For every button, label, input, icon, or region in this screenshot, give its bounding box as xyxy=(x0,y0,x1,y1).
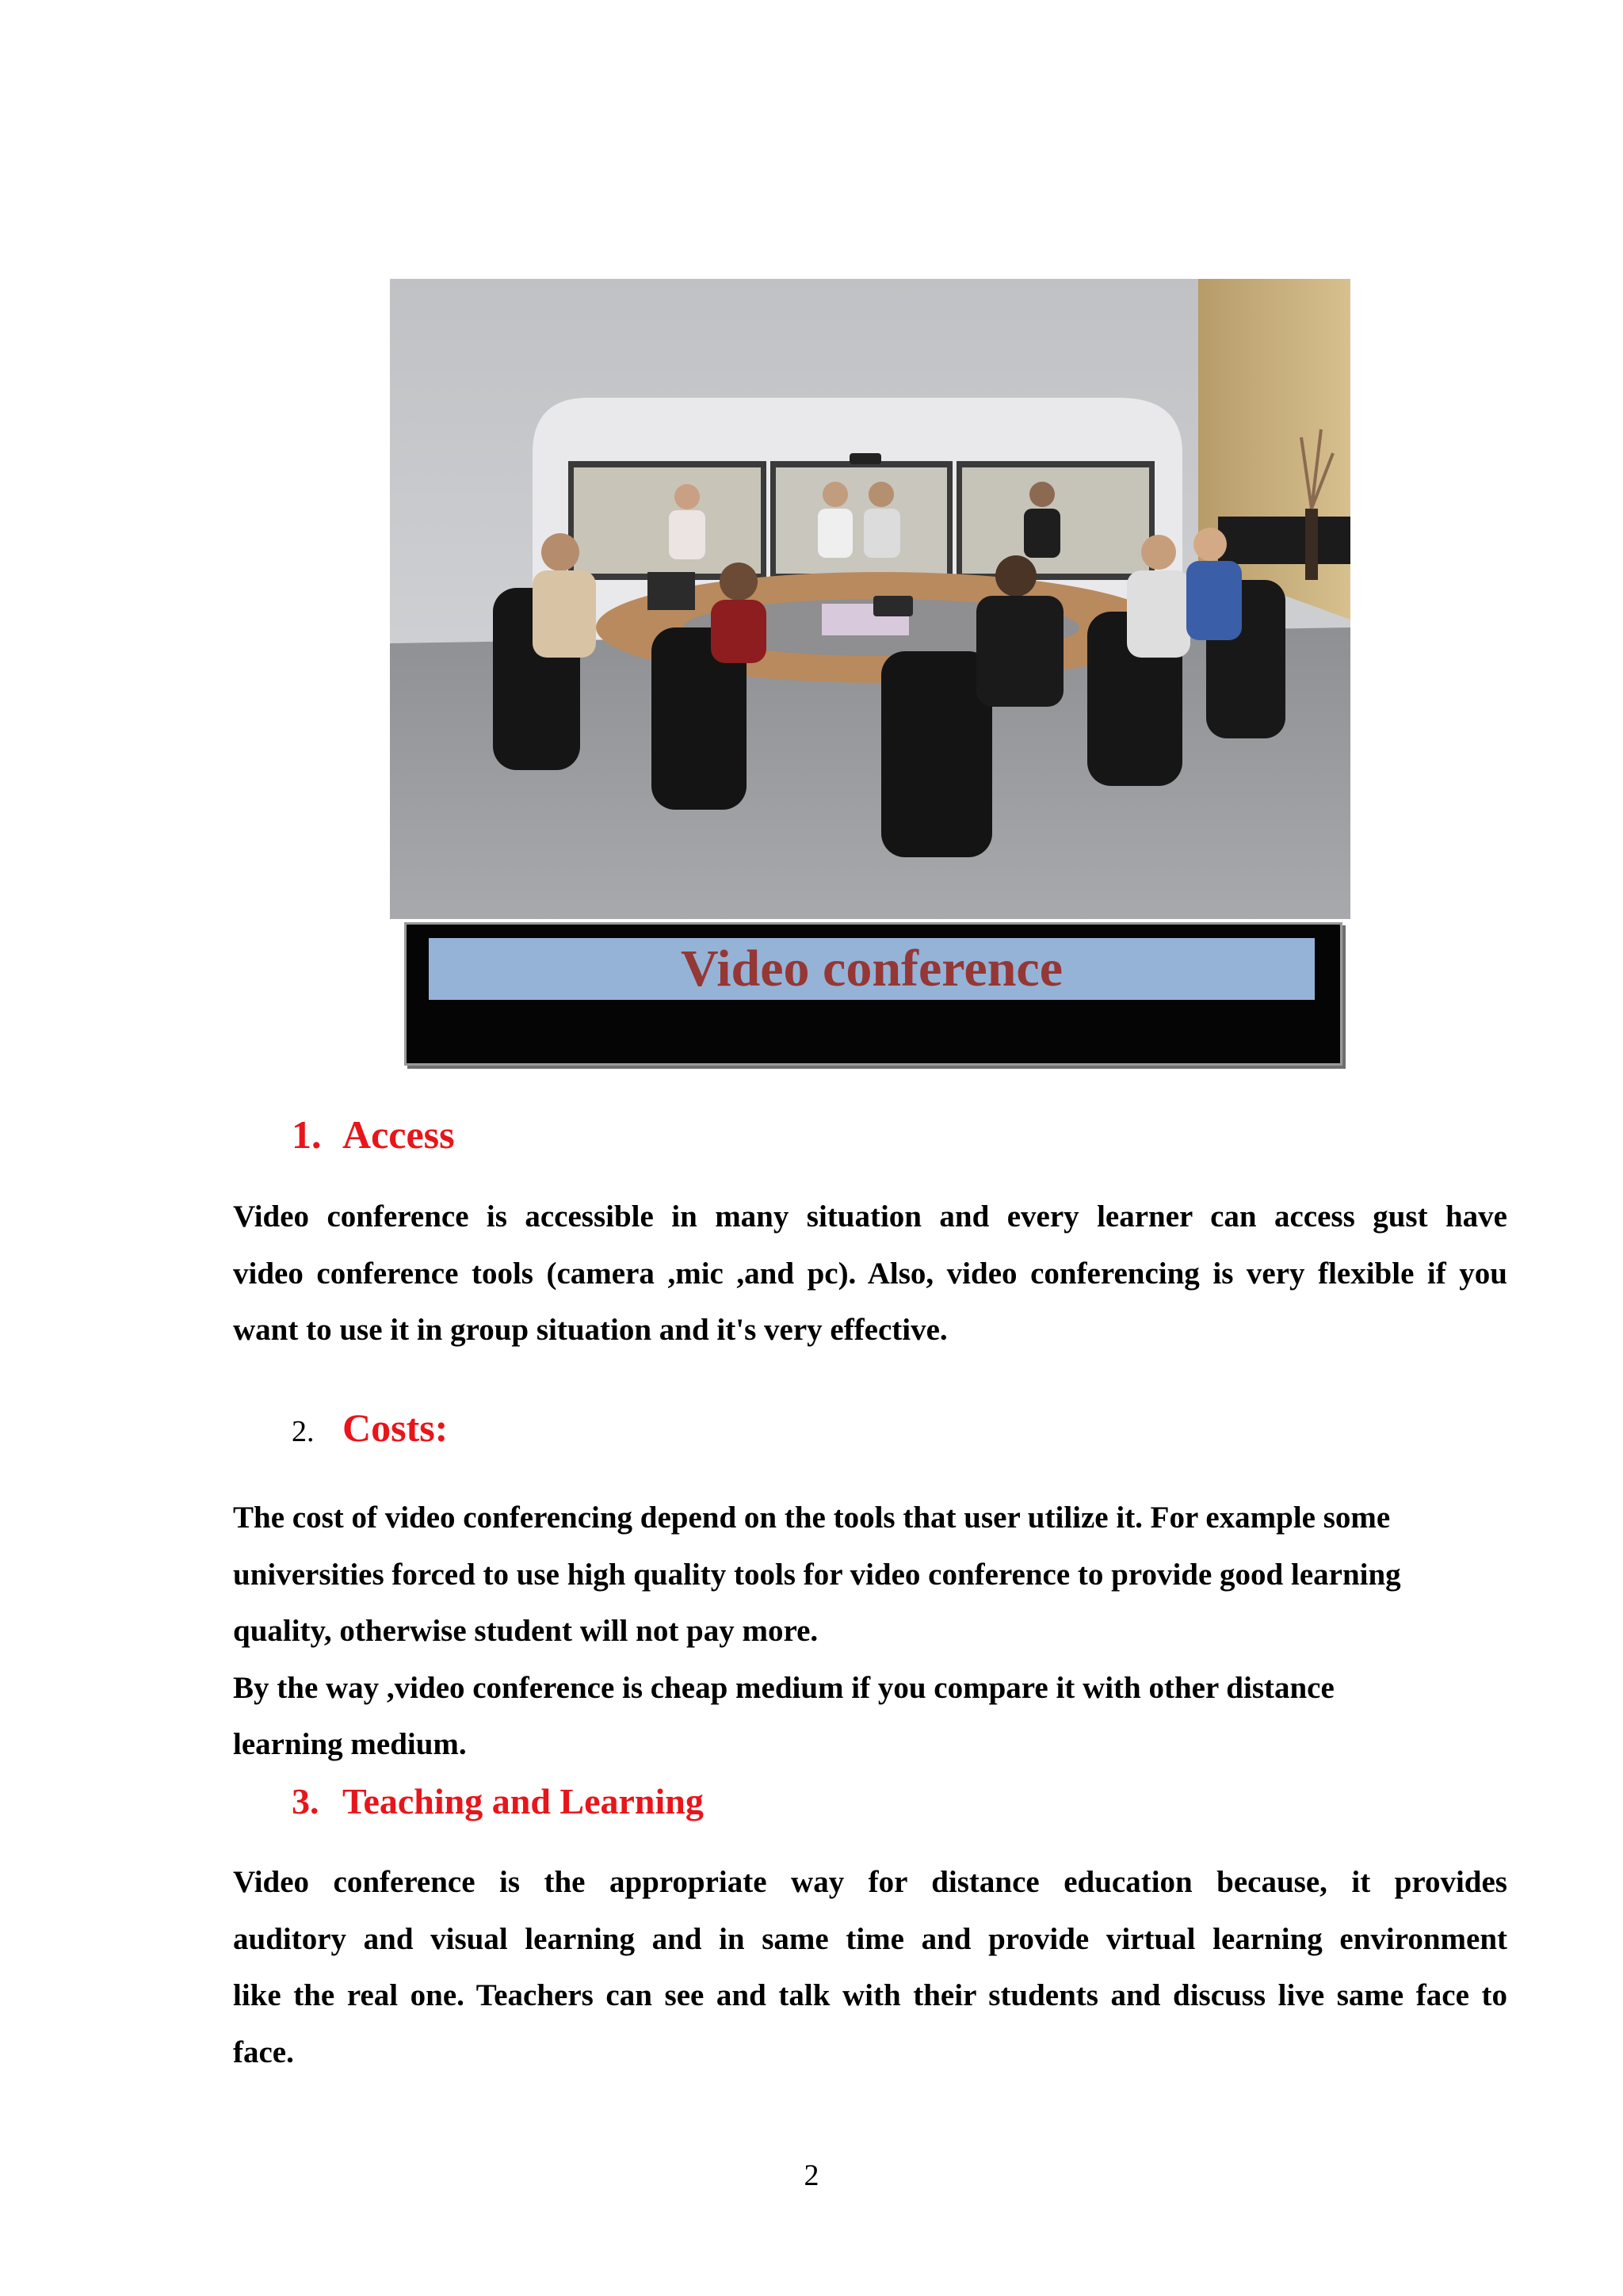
conference-room-photo xyxy=(390,279,1350,919)
section-heading-costs xyxy=(292,1404,448,1455)
paragraph-line: By the way ,video conference is cheap medium if you compare it with other distance xyxy=(233,1670,1335,1705)
section-title: Access xyxy=(342,1112,455,1157)
paragraph-line: auditory and visual learning and in same time and provide virtual learning environment xyxy=(233,1921,1507,1956)
paragraph-line: The cost of video conferencing depend on the tools that user utilize it. For example some xyxy=(233,1501,1391,1535)
section-heading-teaching xyxy=(292,1778,704,1825)
section-title: Teaching and Learning xyxy=(342,1781,704,1821)
paragraph-line: Video conference is the appropriate way for distance education because, it provides xyxy=(233,1865,1507,1899)
page-number: 2 xyxy=(804,2159,819,2192)
paragraph-line: video conference tools (camera ,mic ,and pc). Also, video conferencing is very flexible if you xyxy=(233,1256,1507,1291)
section-paragraph-teaching xyxy=(233,1854,1507,2081)
paragraph-line: like the real one. Teachers can see and talk with their students and discuss live same face to xyxy=(233,1978,1507,2012)
section-paragraph-costs xyxy=(233,1489,1507,1773)
paragraph-line: universities forced to use high quality tools for video conference to provide good learning xyxy=(233,1557,1401,1592)
paragraph-line: face. xyxy=(233,2035,294,2069)
paragraph-line: learning medium. xyxy=(233,1727,467,1761)
section-heading-access xyxy=(292,1111,455,1158)
section-number: 3. xyxy=(292,1781,319,1821)
paragraph-line: want to use it in group situation and it's very effective. xyxy=(233,1313,948,1347)
figure-caption-frame xyxy=(404,922,1342,1066)
section-paragraph-access xyxy=(233,1188,1507,1359)
section-title: Costs: xyxy=(342,1405,449,1450)
paragraph-line: Video conference is accessible in many situation and every learner can access gust have xyxy=(233,1199,1507,1234)
paragraph-line: quality, otherwise student will not pay more. xyxy=(233,1614,819,1648)
figure-caption: Video conference xyxy=(429,938,1315,1000)
section-number: 2. xyxy=(292,1415,315,1448)
section-number: 1. xyxy=(292,1112,322,1157)
